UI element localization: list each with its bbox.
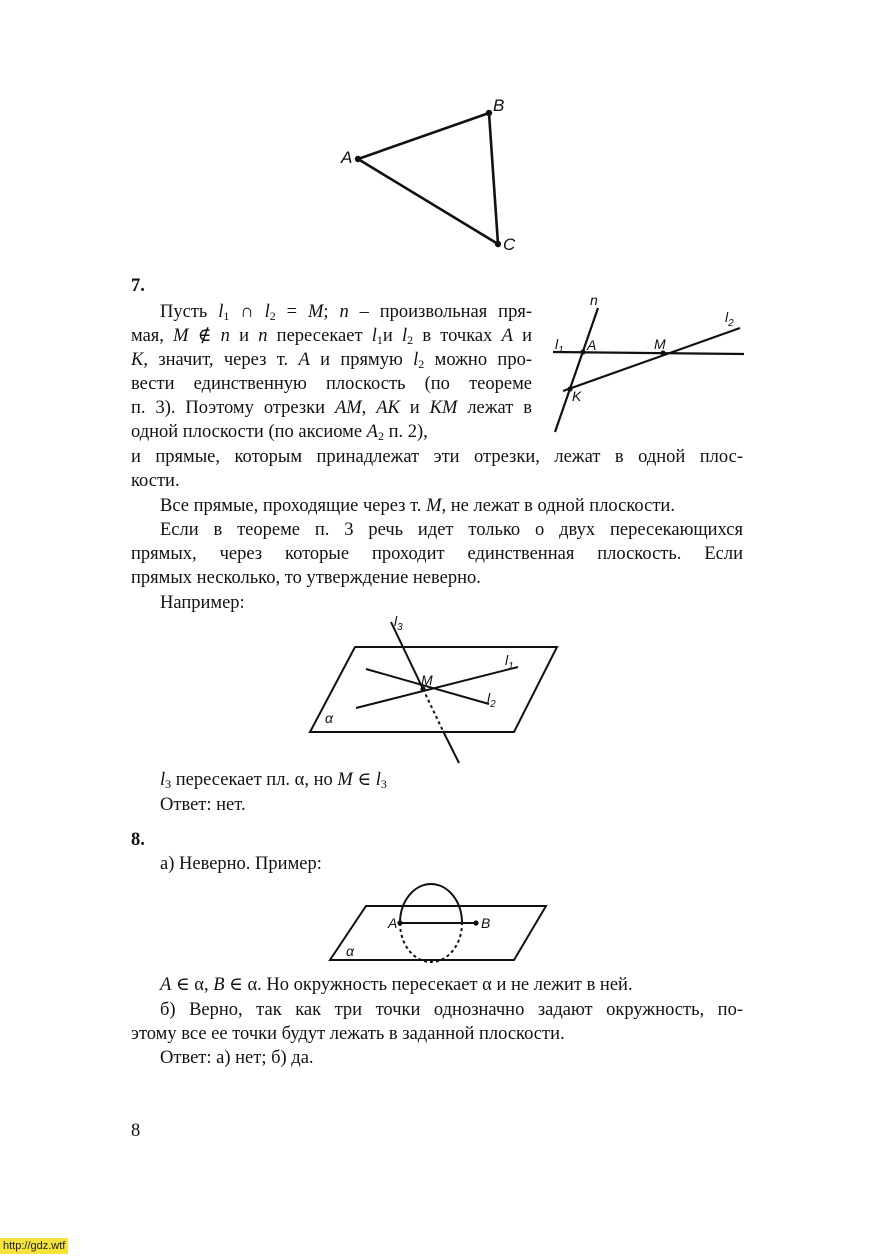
p7-line-11: прямых, через которые проходит единственная плоскость. Если bbox=[131, 544, 743, 564]
page-number: 8 bbox=[131, 1121, 141, 1141]
p7-line-4: вести единственную плоскость (по теореме bbox=[131, 374, 532, 394]
p8-line-4: этому все ее точки будут лежать в заданной плоскости. bbox=[131, 1024, 565, 1044]
label-m: M bbox=[654, 336, 666, 352]
circle-upper-arc bbox=[400, 884, 462, 923]
p7-line-7: и прямые, которым принадлежат эти отрезки, лежат в одной плос- bbox=[131, 447, 743, 467]
p8-line-3: б) Верно, так как три точки однозначно задают окружность, по- bbox=[160, 1000, 743, 1020]
p7-line-2: мая, M ∉ n и n пересекает $l_1и$ $l_2$ в точках A и bbox=[131, 326, 532, 347]
p7-line-8: кости. bbox=[131, 471, 180, 491]
point-b bbox=[473, 920, 478, 925]
label-c: C bbox=[503, 235, 516, 254]
label-a: A bbox=[341, 148, 353, 167]
p8-line-2: A ∈ α, B ∈ α. Но окружность пересекает α и не лежит в ней. bbox=[160, 975, 633, 995]
problem-8-number: 8. bbox=[131, 830, 145, 850]
label-m: M bbox=[421, 672, 433, 688]
label-k: K bbox=[572, 388, 582, 404]
label-l2: $l_2$ bbox=[487, 690, 496, 710]
label-b: B bbox=[493, 96, 505, 115]
p8-answer: Ответ: а) нет; б) да. bbox=[160, 1048, 314, 1068]
label-l3: $l_3$ bbox=[394, 613, 403, 633]
p7-line-14: $l_3$ пересекает пл. α, но M ∈ $l_3$ bbox=[160, 770, 387, 791]
p7-line-1: Пусть $l_1$ ∩ $l_2 = M$; n – произвольная пря- bbox=[160, 302, 532, 323]
footer-link[interactable]: http://gdz.wtf bbox=[0, 1238, 68, 1254]
p7-line-10: Если в теореме п. 3 речь идет только о двух пересекающихся bbox=[160, 520, 743, 540]
problem-7-number: 7. bbox=[131, 276, 145, 296]
label-a: A bbox=[388, 915, 398, 931]
p7-line-5: п. 3). Поэтому отрезки AM, AK и KM лежат в bbox=[131, 398, 533, 418]
label-l2: $l_2$ bbox=[725, 309, 734, 329]
label-n: n bbox=[590, 292, 598, 308]
label-b: B bbox=[481, 915, 491, 931]
label-a: A bbox=[587, 337, 597, 353]
p7-line-6: одной плоскости (по аксиоме $A_2$ п. 2), bbox=[131, 422, 428, 443]
p7-answer: Ответ: нет. bbox=[160, 795, 246, 815]
point-a bbox=[397, 920, 402, 925]
p7-line-3: K, значит, через т. A и прямую $l_2$ можно про- bbox=[131, 350, 532, 371]
p7-line-12: прямых несколько, то утверждение неверно. bbox=[131, 568, 481, 588]
label-alpha: α bbox=[346, 943, 354, 959]
label-l1: $l_1$ bbox=[505, 652, 514, 672]
p8-line-1: а) Неверно. Пример: bbox=[160, 854, 322, 874]
circle-lower-arc-hidden bbox=[400, 923, 462, 962]
p7-line-9: Все прямые, проходящие через т. M, не лежат в одной плоскости. bbox=[160, 496, 675, 516]
plane-alpha bbox=[330, 906, 546, 960]
label-l1: $l_1$ bbox=[555, 336, 564, 356]
p7-line-13: Например: bbox=[160, 593, 245, 613]
label-alpha: α bbox=[325, 710, 333, 726]
